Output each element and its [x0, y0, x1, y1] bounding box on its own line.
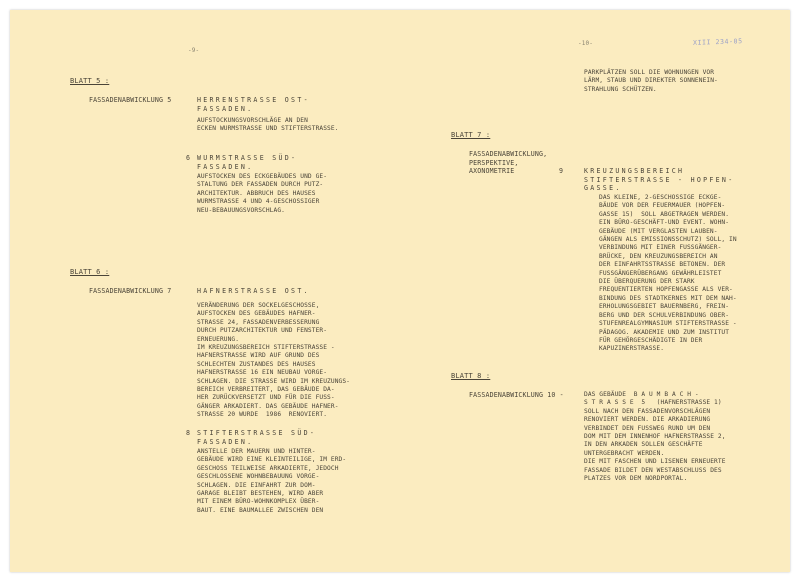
blatt-8-heading: BLATT 8 :: [451, 372, 491, 380]
item-10-text: DAS GEBÄUDE B A U M B A C H - S T R A S S E 5 (HAFNERSTRASSE 1) SOLL NACH DEN FASSADENVORSCHLÄGEN RENOVIERT WERDEN. DIE ARKADIERUNG VERBINDET DEN FUSSWEG RUND UM DEN DOM MIT DEM INNENHOF HAFNERSTRASSE 2, IN DEN ARKADEN SOLLEN GESCHÄFTE UNTERGEBRACHT WERDEN. DIE MIT FASCHEN UND LISENEN ERNEUERTE FASSADE BILDET DEN WESTABSCHLUSS DES PLATZES VOR DEM NORDPORTAL.: [584, 391, 726, 483]
item-5-text: AUFSTOCKUNGSVORSCHLÄGE AN DEN ECKEN WURMSTRASSE UND STIFTERSTRASSE.: [197, 117, 339, 133]
item-6-number: 6: [186, 154, 191, 162]
item-6-text: AUFSTOCKEN DES ECKGEBÄUDES UND GE- STALTUNG DER FASSADEN DURCH PUTZ- ARCHITEKTUR. ABBRUCH DES HAUSES WURMSTRASSE 4 UND 4-GESCHOSSIGER NEU-BEBAUUNGSVORSCHLAG.: [197, 173, 328, 214]
item-8-text: ANSTELLE DER MAUERN UND HINTER- GEBÄUDE WIRD EINE KLEINTEILIGE, IM ERD- GESCHOSS TEILWEISE ARKADIERTE, JEDOCH GESCHLOSSENE WOHNBEBAUUNG VORGE- SCHLAGEN. DIE EINFAHRT ZUR DOM- GARAGE BLEIBT BESTEHEN, WIRD ABER MIT EINEM BÜRO-WOHNKOMPLEX ÜBER- BAUT. EINE BAUMALLEE ZWISCHEN DEN: [197, 448, 347, 514]
blatt-6-heading: BLATT 6 :: [70, 268, 110, 276]
left-page-number: -9-: [188, 47, 200, 54]
blatt-8-label: FASSADENABWICKLUNG 10 -: [469, 391, 564, 399]
blatt-6-label: FASSADENABWICKLUNG 7: [89, 287, 172, 295]
continued-text: PARKPLÄTZEN SOLL DIE WOHNUNGEN VOR LÄRM, STAUB UND DIREKTER SONNENEIN- STRAHLUNG SCHÜTZEN.: [584, 69, 718, 93]
archive-stamp: XIII 234-05: [692, 37, 743, 47]
item-5-title: HERRENSTRASSE OST- FASSADEN.: [197, 96, 310, 113]
item-9-title: KREUZUNGSBEREICH STIFTERSTRASSE - HOPFEN- GASSE.: [584, 167, 735, 193]
right-page-number: -10-: [578, 40, 594, 47]
item-8-title: STIFTERSTRASSE SÜD- FASSADEN.: [197, 429, 317, 446]
blatt-5-label: FASSADENABWICKLUNG 5: [89, 96, 172, 104]
item-9-number: 9: [559, 167, 564, 175]
item-8-number: 8: [186, 429, 191, 437]
blatt-7-label: FASSADENABWICKLUNG, PERSPEKTIVE, AXONOMETRIE: [469, 150, 548, 176]
blatt-5-heading: BLATT 5 :: [70, 77, 110, 85]
item-6-title: WURMSTRASSE SÜD- FASSADEN.: [197, 154, 298, 171]
item-9-text: DAS KLEINE, 2-GESCHOSSIGE ECKGE- BÄUDE VOR DER FEUERMAUER (HOPFEN- GASSE 15) SOLL ABGETRAGEN WERDEN. EIN BÜRO-GESCHÄFT-UND EVENT. WOHN- GEBÄUDE (MIT VERGLASTEN LAUBEN- GÄNGEN ALS EMISSIONSSCHUTZ) SOLL, IN VERBINDUNG MIT EINER FUSSGÄNGER- BRÜCKE, DEN KREUZUNGSBEREICH AN DER EINFAHRTSSTRASSE BETONEN. DER FUSSGÄNGERÜBERGANG GEWÄHRLEISTET DIE ÜBERQUERUNG DER STARK FREQUENTIERTEN HOPFENGASSE ALS VER- BINDUNG DES STADTKERNES MIT DEM NAH- ERHOLUNGSGEBIET BAUERNBERG, FREIN- BERG UND DER SCHULVERBINDUNG OBER- STUFENREALGYMNASIUM STIFTERSTRASSE - PÄDAGOG. AKADEMIE UND ZUM INSTITUT FÜR GEHÖRGESCHÄDIGTE IN DER KAPUZINERSTRASSE.: [599, 194, 737, 353]
item-7-title: HAFNERSTRASSE OST.: [197, 287, 310, 295]
typed-document-sheet: [10, 10, 790, 572]
item-7-text: VERÄNDERUNG DER SOCKELGESCHOSSE, AUFSTOCKEN DES GEBÄUDES HAFNER- STRASSE 24, FASSADENVERBESSERUNG DURCH PUTZARCHITEKTUR UND FENSTER- ERNEUERUNG. IM KREUZUNGSBEREICH STIFTERSTRASSE - HAFNERSTRASSE WIRD AUF GRUND DES SCHLECHTEN ZUSTANDES DES HAUSES HAFNERSTRASSE 16 EIN NEUBAU VORGE- SCHLAGEN. DIE STRASSE WIRD IM KREUZUNGS- BEREICH VERBREITERT, DAS GEBÄUDE DA- HER ZURÜCKVERSETZT UND FÜR DIE FUSS- GÄNGER ARKADIERT. DAS GEBÄUDE HAFNER- STRASSE 20 WURDE 1986 RENOVIERT.: [197, 302, 351, 419]
blatt-7-heading: BLATT 7 :: [451, 131, 491, 139]
